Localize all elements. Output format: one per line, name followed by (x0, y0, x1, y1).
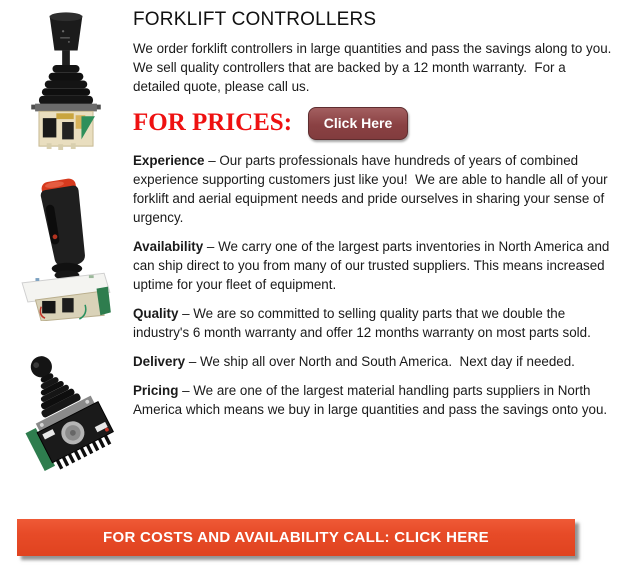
section-body: – We are one of the largest material handling parts suppliers in North America which means we buy in large quantities and pass the savings onto you. (133, 383, 608, 417)
section-pricing (133, 381, 614, 419)
joystick-grip (39, 177, 90, 269)
click-here-button[interactable]: Click Here (308, 107, 408, 140)
joystick-knob (50, 12, 83, 50)
joystick-product-photo-2 (10, 176, 122, 321)
section-lead: Experience (133, 153, 205, 168)
circuit-base (39, 111, 95, 150)
section-body: – We carry one of the largest parts inventories in North America and can ship direct to you from many of our trusted suppliers. This means increased uptime for your fleet of equipment. (133, 239, 614, 292)
intro-paragraph: We order forklift controllers in large quantities and pass the savings along to you. We sell quality controllers that are backed by a 12 month warranty. For a detailed quote, please call us. (133, 41, 619, 94)
prices-row (133, 105, 614, 141)
section-body: – We are so committed to selling quality parts that we double the industry's 6 month warranty and offer 12 months warranty on most parts sold. (133, 306, 591, 340)
tilted-joystick-assembly (5, 350, 118, 476)
joystick-product-photo-1 (16, 10, 116, 150)
cta-banner-label: FOR COSTS AND AVAILABILITY CALL: CLICK HERE (103, 529, 489, 546)
section-availability (133, 237, 614, 294)
section-lead: Quality (133, 306, 179, 321)
section-lead: Delivery (133, 354, 186, 369)
page-title: FORKLIFT CONTROLLERS (133, 9, 377, 30)
joystick-shaft (62, 51, 70, 66)
section-experience (133, 151, 614, 227)
section-body: – Our parts professionals have hundreds of years of combined experience supporting customers just like you! We are able to handle all of your forklift and aerial equipment needs and pride ourselves in sharing your sense of urgency. (133, 153, 612, 225)
section-lead: Pricing (133, 383, 179, 398)
section-lead: Availability (133, 239, 204, 254)
section-body: – We ship all over North and South America. Next day if needed. (185, 354, 575, 369)
mounting-plate (31, 104, 101, 112)
joystick-product-photo-3 (5, 350, 125, 480)
content-column (133, 0, 619, 419)
section-quality (133, 304, 614, 342)
cta-banner[interactable] (17, 519, 575, 556)
section-delivery (133, 352, 614, 371)
for-prices-label: FOR PRICES: (133, 109, 293, 136)
joystick-bellows (39, 65, 93, 105)
